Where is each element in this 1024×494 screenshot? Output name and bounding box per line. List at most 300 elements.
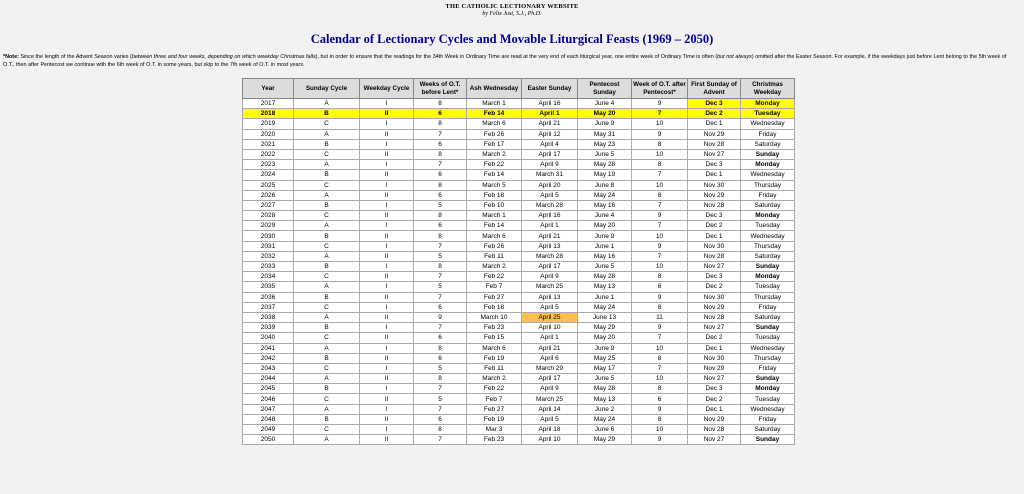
- table-cell: March 2: [467, 262, 522, 272]
- table-cell: II: [360, 394, 414, 404]
- table-cell: April 17: [522, 149, 578, 159]
- table-cell: 2017: [243, 99, 294, 109]
- table-cell: Nov 28: [688, 200, 741, 210]
- table-cell: Saturday: [741, 312, 795, 322]
- table-cell: May 31: [578, 129, 632, 139]
- table-cell: Nov 27: [688, 262, 741, 272]
- table-cell: 9: [632, 211, 688, 221]
- table-cell: Sunday: [741, 149, 795, 159]
- table-cell: Tuesday: [741, 394, 795, 404]
- table-cell: 10: [632, 149, 688, 159]
- page-title: Calendar of Lectionary Cycles and Movable Liturgical Feasts (1969 – 2050): [310, 32, 714, 46]
- table-cell: 2026: [243, 190, 294, 200]
- table-cell: Friday: [741, 129, 795, 139]
- table-cell: June 6: [578, 425, 632, 435]
- table-cell: 2043: [243, 363, 294, 373]
- table-cell: Dec 1: [688, 343, 741, 353]
- table-cell: 6: [414, 190, 467, 200]
- table-cell: I: [360, 160, 414, 170]
- table-cell: June 1: [578, 292, 632, 302]
- note-paragraph: [3, 53, 1017, 69]
- table-cell: C: [294, 149, 360, 159]
- table-cell: March 28: [522, 200, 578, 210]
- table-row: [243, 394, 795, 404]
- table-cell: April 5: [522, 302, 578, 312]
- table-cell: 6: [414, 109, 467, 119]
- table-cell: April 20: [522, 180, 578, 190]
- table-cell: 8: [414, 374, 467, 384]
- table-cell: Feb 17: [467, 139, 522, 149]
- table-cell: Dec 3: [688, 211, 741, 221]
- table-cell: Feb 27: [467, 292, 522, 302]
- table-cell: 2027: [243, 200, 294, 210]
- table-cell: B: [294, 170, 360, 180]
- table-cell: II: [360, 312, 414, 322]
- table-cell: June 4: [578, 211, 632, 221]
- table-cell: May 24: [578, 190, 632, 200]
- table-cell: 6: [414, 414, 467, 424]
- table-cell: C: [294, 302, 360, 312]
- column-header: Pentecost Sunday: [578, 79, 632, 99]
- table-cell: May 29: [578, 435, 632, 445]
- table-cell: Feb 26: [467, 129, 522, 139]
- table-cell: 5: [414, 200, 467, 210]
- table-cell: I: [360, 425, 414, 435]
- table-cell: A: [294, 251, 360, 261]
- table-cell: May 17: [578, 363, 632, 373]
- note-italic-1: between three and four weeks, depending on which weekday Christmas falls: [131, 54, 316, 60]
- table-row: [243, 414, 795, 424]
- table-header-row: [243, 79, 795, 99]
- table-cell: 10: [632, 425, 688, 435]
- table-cell: March 2: [467, 374, 522, 384]
- table-row: [243, 109, 795, 119]
- table-cell: 10: [632, 262, 688, 272]
- table-cell: Thursday: [741, 292, 795, 302]
- table-cell: 2021: [243, 139, 294, 149]
- table-cell: A: [294, 435, 360, 445]
- table-cell: May 25: [578, 353, 632, 363]
- table-cell: 9: [632, 129, 688, 139]
- table-row: [243, 221, 795, 231]
- table-row: [243, 425, 795, 435]
- table-cell: I: [360, 119, 414, 129]
- table-cell: April 4: [522, 139, 578, 149]
- table-cell: April 10: [522, 435, 578, 445]
- table-cell: Monday: [741, 99, 795, 109]
- table-cell: May 20: [578, 109, 632, 119]
- column-header: Week of O.T. after Pentecost*: [632, 79, 688, 99]
- table-cell: May 24: [578, 414, 632, 424]
- table-cell: C: [294, 211, 360, 221]
- table-cell: May 24: [578, 302, 632, 312]
- table-cell: I: [360, 139, 414, 149]
- table-cell: A: [294, 190, 360, 200]
- table-cell: B: [294, 384, 360, 394]
- note-text-1: Since the length of the Advent Season varies (: [18, 54, 132, 60]
- table-cell: April 21: [522, 119, 578, 129]
- table-cell: 7: [632, 363, 688, 373]
- column-header: Easter Sunday: [522, 79, 578, 99]
- table-row: [243, 302, 795, 312]
- table-cell: June 5: [578, 262, 632, 272]
- table-cell: Nov 30: [688, 180, 741, 190]
- table-cell: 10: [632, 343, 688, 353]
- table-cell: April 5: [522, 190, 578, 200]
- table-row: [243, 251, 795, 261]
- table-cell: Feb 27: [467, 404, 522, 414]
- table-cell: 10: [632, 231, 688, 241]
- table-row: [243, 149, 795, 159]
- table-cell: 8: [414, 119, 467, 129]
- table-row: [243, 435, 795, 445]
- table-cell: Nov 29: [688, 302, 741, 312]
- table-cell: May 16: [578, 251, 632, 261]
- table-cell: I: [360, 221, 414, 231]
- column-header: Christmas Weekday: [741, 79, 795, 99]
- table-cell: 2044: [243, 374, 294, 384]
- table-cell: 10: [632, 119, 688, 129]
- table-cell: June 1: [578, 241, 632, 251]
- table-cell: 5: [414, 282, 467, 292]
- table-cell: A: [294, 282, 360, 292]
- table-cell: Sunday: [741, 262, 795, 272]
- site-title[interactable]: THE CATHOLIC LECTIONARY WEBSITE: [445, 3, 579, 10]
- table-cell: June 5: [578, 374, 632, 384]
- table-cell: 8: [632, 302, 688, 312]
- table-cell: I: [360, 343, 414, 353]
- table-cell: 2031: [243, 241, 294, 251]
- table-cell: Dec 2: [688, 394, 741, 404]
- table-cell: II: [360, 353, 414, 363]
- table-cell: May 19: [578, 170, 632, 180]
- table-cell: 2020: [243, 129, 294, 139]
- table-cell: 2045: [243, 384, 294, 394]
- table-cell: June 2: [578, 404, 632, 414]
- table-cell: May 29: [578, 323, 632, 333]
- table-cell: B: [294, 353, 360, 363]
- table-cell: II: [360, 170, 414, 180]
- table-cell: II: [360, 374, 414, 384]
- table-cell: March 6: [467, 343, 522, 353]
- table-cell: 2050: [243, 435, 294, 445]
- table-cell: April 16: [522, 99, 578, 109]
- table-cell: Nov 28: [688, 312, 741, 322]
- table-cell: 7: [632, 109, 688, 119]
- table-cell: Feb 15: [467, 333, 522, 343]
- table-cell: II: [360, 129, 414, 139]
- table-cell: March 1: [467, 99, 522, 109]
- table-cell: April 5: [522, 414, 578, 424]
- table-cell: Wednesday: [741, 404, 795, 414]
- table-cell: 8: [632, 190, 688, 200]
- table-cell: Feb 19: [467, 414, 522, 424]
- table-cell: 8: [414, 149, 467, 159]
- table-cell: Dec 3: [688, 160, 741, 170]
- table-cell: II: [360, 435, 414, 445]
- table-row: [243, 170, 795, 180]
- table-cell: April 12: [522, 129, 578, 139]
- note-italic-2: but not always: [717, 54, 752, 60]
- table-cell: April 16: [522, 211, 578, 221]
- note-label: *Note:: [3, 54, 19, 60]
- table-cell: II: [360, 333, 414, 343]
- table-cell: 2030: [243, 231, 294, 241]
- table-cell: 8: [632, 160, 688, 170]
- table-cell: 2036: [243, 292, 294, 302]
- table-cell: Sunday: [741, 435, 795, 445]
- table-cell: I: [360, 200, 414, 210]
- table-cell: 6: [414, 221, 467, 231]
- table-cell: Nov 27: [688, 149, 741, 159]
- table-row: [243, 119, 795, 129]
- table-cell: Dec 2: [688, 221, 741, 231]
- table-cell: 6: [414, 302, 467, 312]
- table-cell: March 10: [467, 312, 522, 322]
- table-cell: 7: [414, 241, 467, 251]
- table-cell: Nov 27: [688, 435, 741, 445]
- table-cell: March 1: [467, 211, 522, 221]
- table-cell: Friday: [741, 363, 795, 373]
- table-cell: 2029: [243, 221, 294, 231]
- table-cell: I: [360, 180, 414, 190]
- table-cell: Feb 11: [467, 251, 522, 261]
- table-cell: 2025: [243, 180, 294, 190]
- table-cell: March 2: [467, 149, 522, 159]
- table-cell: 6: [414, 333, 467, 343]
- table-cell: Feb 22: [467, 384, 522, 394]
- table-cell: 7: [414, 272, 467, 282]
- table-cell: 2049: [243, 425, 294, 435]
- table-cell: Thursday: [741, 241, 795, 251]
- table-cell: A: [294, 221, 360, 231]
- table-cell: Dec 1: [688, 231, 741, 241]
- table-cell: 7: [414, 292, 467, 302]
- table-cell: B: [294, 323, 360, 333]
- table-cell: 8: [414, 343, 467, 353]
- column-header: Year: [243, 79, 294, 99]
- table-cell: April 17: [522, 262, 578, 272]
- table-cell: Nov 27: [688, 374, 741, 384]
- table-row: [243, 363, 795, 373]
- table-cell: C: [294, 394, 360, 404]
- table-cell: B: [294, 109, 360, 119]
- table-cell: I: [360, 404, 414, 414]
- table-cell: I: [360, 282, 414, 292]
- table-cell: June 4: [578, 99, 632, 109]
- table-cell: June 8: [578, 180, 632, 190]
- table-cell: April 18: [522, 425, 578, 435]
- table-cell: April 13: [522, 241, 578, 251]
- table-cell: May 28: [578, 384, 632, 394]
- table-cell: Feb 18: [467, 302, 522, 312]
- table-cell: 10: [632, 180, 688, 190]
- table-row: [243, 312, 795, 322]
- table-cell: Saturday: [741, 425, 795, 435]
- table-cell: 2047: [243, 404, 294, 414]
- column-header: Sunday Cycle: [294, 79, 360, 99]
- table-cell: 2038: [243, 312, 294, 322]
- table-cell: April 1: [522, 221, 578, 231]
- table-cell: 2019: [243, 119, 294, 129]
- table-cell: Nov 30: [688, 353, 741, 363]
- table-cell: June 5: [578, 149, 632, 159]
- table-cell: May 28: [578, 160, 632, 170]
- table-cell: Friday: [741, 190, 795, 200]
- table-cell: 6: [414, 353, 467, 363]
- table-cell: Feb 26: [467, 241, 522, 251]
- table-cell: Sunday: [741, 323, 795, 333]
- table-cell: 2040: [243, 333, 294, 343]
- site-header: [0, 0, 1024, 18]
- table-cell: Nov 28: [688, 251, 741, 261]
- table-cell: Feb 22: [467, 160, 522, 170]
- site-author: by Felix Just, S.J., Ph.D.: [482, 11, 542, 17]
- table-cell: 8: [632, 384, 688, 394]
- table-row: [243, 200, 795, 210]
- table-cell: 8: [414, 231, 467, 241]
- table-cell: April 25: [522, 312, 578, 322]
- table-cell: April 9: [522, 160, 578, 170]
- table-cell: May 13: [578, 282, 632, 292]
- table-row: [243, 404, 795, 414]
- table-row: [243, 262, 795, 272]
- table-cell: March 25: [522, 282, 578, 292]
- table-cell: II: [360, 414, 414, 424]
- table-cell: 2028: [243, 211, 294, 221]
- table-cell: 8: [632, 414, 688, 424]
- table-cell: 5: [414, 363, 467, 373]
- table-cell: A: [294, 99, 360, 109]
- table-cell: A: [294, 129, 360, 139]
- table-cell: Mar 3: [467, 425, 522, 435]
- table-cell: Tuesday: [741, 333, 795, 343]
- table-cell: Feb 7: [467, 282, 522, 292]
- table-row: [243, 99, 795, 109]
- table-cell: II: [360, 231, 414, 241]
- table-row: [243, 292, 795, 302]
- table-cell: B: [294, 139, 360, 149]
- table-cell: March 29: [522, 363, 578, 373]
- table-cell: 2023: [243, 160, 294, 170]
- table-cell: C: [294, 333, 360, 343]
- table-cell: April 1: [522, 109, 578, 119]
- table-cell: Monday: [741, 272, 795, 282]
- table-cell: B: [294, 414, 360, 424]
- table-cell: May 20: [578, 221, 632, 231]
- table-cell: 9: [632, 404, 688, 414]
- table-cell: Nov 29: [688, 129, 741, 139]
- table-cell: C: [294, 425, 360, 435]
- table-row: [243, 241, 795, 251]
- table-cell: 7: [632, 170, 688, 180]
- table-cell: Feb 11: [467, 363, 522, 373]
- table-cell: April 6: [522, 353, 578, 363]
- table-cell: 2018: [243, 109, 294, 119]
- table-row: [243, 160, 795, 170]
- table-cell: April 1: [522, 333, 578, 343]
- table-cell: Wednesday: [741, 231, 795, 241]
- table-cell: 7: [414, 129, 467, 139]
- table-cell: Dec 1: [688, 170, 741, 180]
- table-cell: Feb 7: [467, 394, 522, 404]
- table-cell: Dec 1: [688, 119, 741, 129]
- table-row: [243, 139, 795, 149]
- table-row: [243, 353, 795, 363]
- table-cell: April 9: [522, 272, 578, 282]
- column-header: Ash Wednesday: [467, 79, 522, 99]
- table-cell: I: [360, 99, 414, 109]
- table-cell: A: [294, 160, 360, 170]
- table-cell: March 28: [522, 251, 578, 261]
- table-cell: 5: [414, 394, 467, 404]
- calendar-table: [242, 78, 795, 445]
- table-cell: April 10: [522, 323, 578, 333]
- table-cell: March 5: [467, 180, 522, 190]
- table-cell: II: [360, 292, 414, 302]
- table-cell: Saturday: [741, 200, 795, 210]
- table-cell: 8: [632, 353, 688, 363]
- table-cell: Friday: [741, 302, 795, 312]
- table-body: [243, 99, 795, 445]
- table-cell: Nov 27: [688, 323, 741, 333]
- table-cell: Monday: [741, 160, 795, 170]
- table-cell: C: [294, 272, 360, 282]
- table-cell: 2039: [243, 323, 294, 333]
- table-cell: 9: [632, 435, 688, 445]
- table-cell: 6: [632, 394, 688, 404]
- table-cell: A: [294, 374, 360, 384]
- table-cell: May 16: [578, 200, 632, 210]
- table-cell: Feb 10: [467, 200, 522, 210]
- table-cell: May 13: [578, 394, 632, 404]
- table-row: [243, 231, 795, 241]
- table-cell: II: [360, 251, 414, 261]
- table-cell: Thursday: [741, 353, 795, 363]
- table-cell: 8: [632, 272, 688, 282]
- table-cell: A: [294, 404, 360, 414]
- table-cell: 8: [632, 139, 688, 149]
- table-cell: II: [360, 190, 414, 200]
- table-cell: 6: [414, 170, 467, 180]
- table-cell: Saturday: [741, 251, 795, 261]
- table-cell: 7: [414, 384, 467, 394]
- table-cell: 2037: [243, 302, 294, 312]
- table-cell: II: [360, 272, 414, 282]
- note-text-2: ), but in order to ensure that the readings for the 34th Week in Ordinary Time are read at the very end of each liturgical year, one entire week of Ordinary Time is often (: [315, 54, 718, 60]
- table-cell: April 17: [522, 374, 578, 384]
- table-cell: 2033: [243, 262, 294, 272]
- table-cell: June 9: [578, 343, 632, 353]
- table-cell: Friday: [741, 414, 795, 424]
- table-cell: 7: [414, 435, 467, 445]
- table-cell: April 21: [522, 343, 578, 353]
- table-row: [243, 333, 795, 343]
- table-cell: 2032: [243, 251, 294, 261]
- table-cell: 7: [632, 333, 688, 343]
- table-cell: 2046: [243, 394, 294, 404]
- table-cell: 2034: [243, 272, 294, 282]
- table-cell: 8: [414, 180, 467, 190]
- table-cell: 2035: [243, 282, 294, 292]
- table-row: [243, 384, 795, 394]
- table-cell: Feb 14: [467, 170, 522, 180]
- table-row: [243, 272, 795, 282]
- table-cell: Sunday: [741, 374, 795, 384]
- table-cell: B: [294, 200, 360, 210]
- table-cell: I: [360, 241, 414, 251]
- table-cell: Nov 28: [688, 139, 741, 149]
